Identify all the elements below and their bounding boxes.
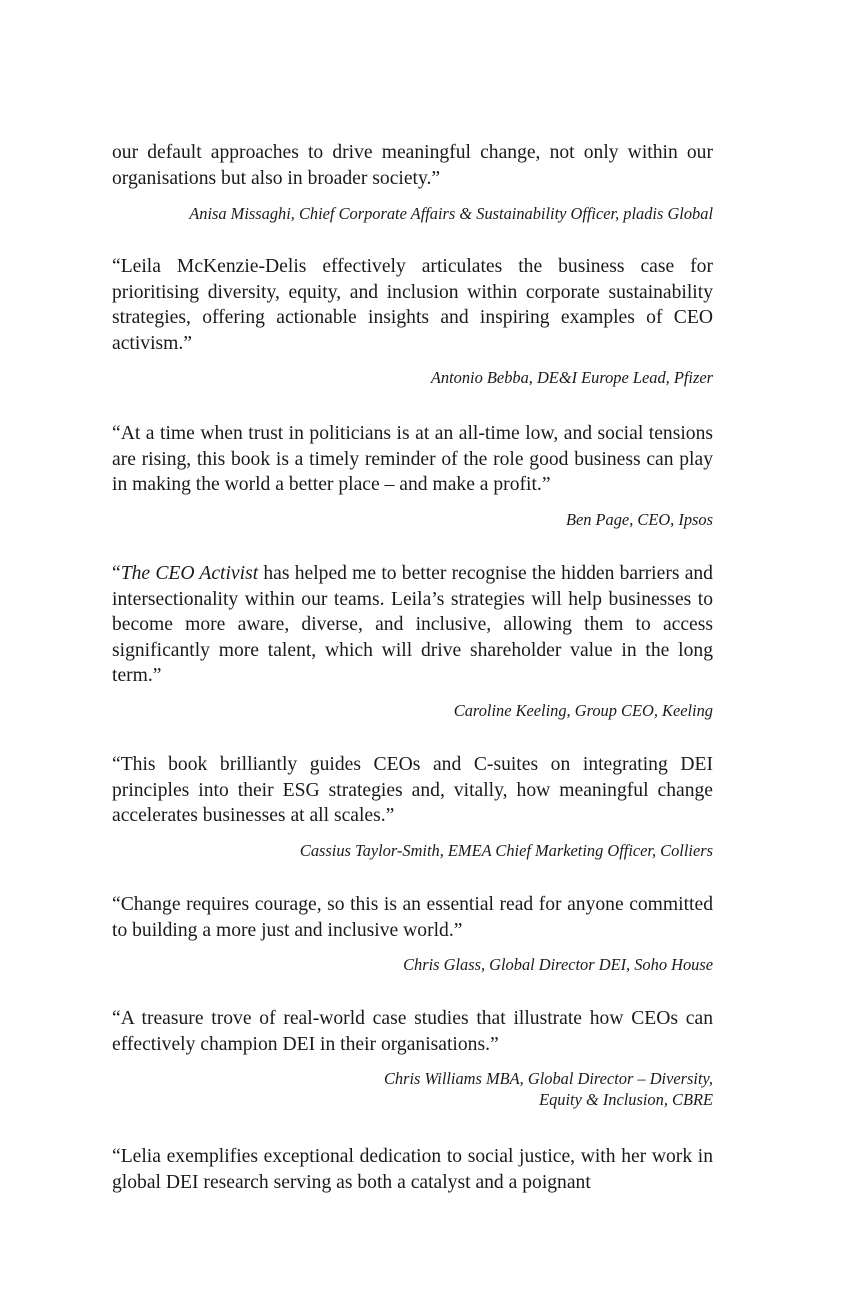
endorsement [112, 561, 713, 721]
quote-attribution: Antonio Bebba, DE&I Europe Lead, Pfizer [430, 368, 713, 388]
endorsement [112, 140, 713, 224]
book-title: The CEO Activist [120, 563, 259, 584]
quote-open-mark: “ [112, 563, 121, 584]
endorsement [112, 1006, 713, 1110]
quote-text: “At a time when trust in politicians is at an all-time low, and social tensions are rising, this book is a timely reminder of the role good business can play in making the world a better place – and make a profit.” [112, 423, 713, 496]
quote-text [112, 561, 713, 689]
quote-text: “This book brilliantly guides CEOs and C-suites on integrating DEI principles into their ESG strategies and, vitally, how meaningful change accelerates businesses at all scales.” [112, 754, 713, 827]
quote-attribution: Ben Page, CEO, Ipsos [565, 509, 713, 529]
quote-attribution: Chris Glass, Global Director DEI, Soho House [403, 955, 713, 975]
quote-attribution: Anisa Missaghi, Chief Corporate Affairs & Sustainability Officer, pladis Global [189, 204, 713, 224]
quote-text: our default approaches to drive meaningful change, not only within our organisations but also in broader society.” [112, 142, 713, 189]
quote-attribution: Caroline Keeling, Group CEO, Keeling [453, 700, 713, 720]
quote-text: “Change requires courage, so this is an essential read for anyone committed to building a more just and inclusive world.” [112, 894, 713, 941]
attribution-line: Chris Williams MBA, Global Director – Diversity, [383, 1069, 713, 1089]
quote-attribution [112, 1068, 713, 1110]
quote-text: “Leila McKenzie-Delis effectively articulates the business case for prioritising diversity, equity, and inclusion within corporate sustainability strategies, offering actionable insights and inspiring examples of CEO activism.” [112, 256, 713, 354]
endorsement [112, 254, 713, 388]
endorsement [112, 421, 713, 530]
endorsement [112, 1144, 713, 1195]
attribution-line: Equity & Inclusion, CBRE [539, 1090, 713, 1110]
quote-text: “Lelia exemplifies exceptional dedication to social justice, with her work in global DEI research serving as both a catalyst and a poignant [112, 1146, 713, 1193]
endorsement [112, 892, 713, 975]
endorsement [112, 752, 713, 861]
quote-text-rest: has helped me to better recognise the hidden barriers and intersectionality within our teams. Leila’s strategies will help businesses to become more aware, diverse, and inclusive, allowing them to access significantly more talent, which will drive shareholder value in the long term.” [112, 563, 713, 687]
quote-attribution: Cassius Taylor-Smith, EMEA Chief Marketing Officer, Colliers [299, 840, 713, 860]
quote-text: “A treasure trove of real-world case studies that illustrate how CEOs can effectively champion DEI in their organisations.” [112, 1008, 713, 1055]
